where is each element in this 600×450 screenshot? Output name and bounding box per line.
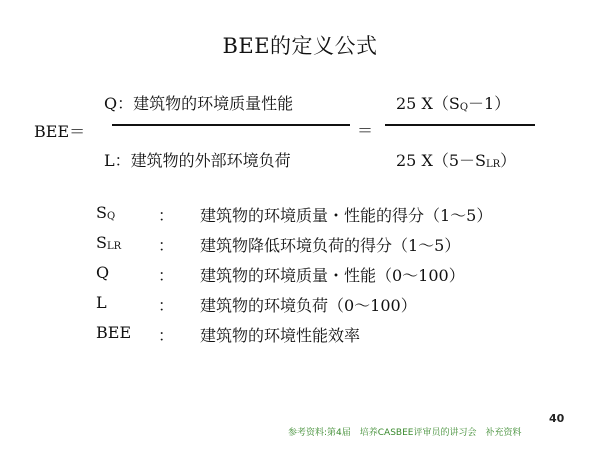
definition-symbol-main: S [96,203,107,222]
right-numerator-prefix: 25 X（S [396,94,460,113]
footer-note: 参考资料:第4届 培养CASBEE评审员的讲习会 补充资料 [288,428,522,438]
definition-symbol-main: BEE [96,323,132,342]
definition-symbol-main: L [96,293,107,312]
definition-row [96,203,576,233]
left-denominator: L：建筑物的外部环境负荷 [104,151,291,170]
right-denominator [396,148,516,171]
definition-symbol-subscript: LR [106,241,122,252]
definition-colon: ： [158,296,175,315]
definition-row [96,323,576,353]
right-numerator [396,91,510,114]
definition-text: 建筑物的环境质量・性能（0～100） [200,266,465,285]
formula-equals: ＝ [357,121,374,140]
definition-symbol [96,323,131,342]
definition-text: 建筑物的环境性能效率 [200,326,361,345]
definition-symbol-subscript: Q [106,211,116,222]
definition-symbol-main: S [96,233,107,252]
formula-lhs: BEE＝ [34,122,86,141]
definition-colon: ： [158,326,175,345]
definition-text: 建筑物的环境质量・性能的得分（1～5） [200,206,493,225]
definition-text: 建筑物的环境负荷（0～100） [200,296,417,315]
page-number: 40 [549,412,565,425]
definitions-list [96,203,576,353]
right-denominator-prefix: 25 X（5－S [396,151,486,170]
right-denominator-subscript: LR [485,159,501,170]
definition-row [96,233,576,263]
left-fraction-bar [112,124,350,126]
definition-colon: ： [158,236,175,255]
definition-colon: ： [158,206,175,225]
definition-symbol-main: Q [96,263,110,282]
right-denominator-suffix: ） [500,151,517,170]
definition-row [96,293,576,323]
left-numerator: Q：建筑物的环境质量性能 [104,94,294,113]
definition-text: 建筑物降低环境负荷的得分（1～5） [200,236,461,255]
right-numerator-suffix: －1） [468,94,511,113]
definition-symbol [96,203,115,222]
definition-colon: ： [158,266,175,285]
definition-symbol [96,263,109,282]
definition-symbol [96,233,121,252]
definition-symbol [96,293,107,312]
definition-row [96,263,576,293]
slide-title: BEE的定义公式 [222,34,378,58]
right-numerator-subscript: Q [459,102,469,113]
right-fraction-bar [385,124,535,126]
